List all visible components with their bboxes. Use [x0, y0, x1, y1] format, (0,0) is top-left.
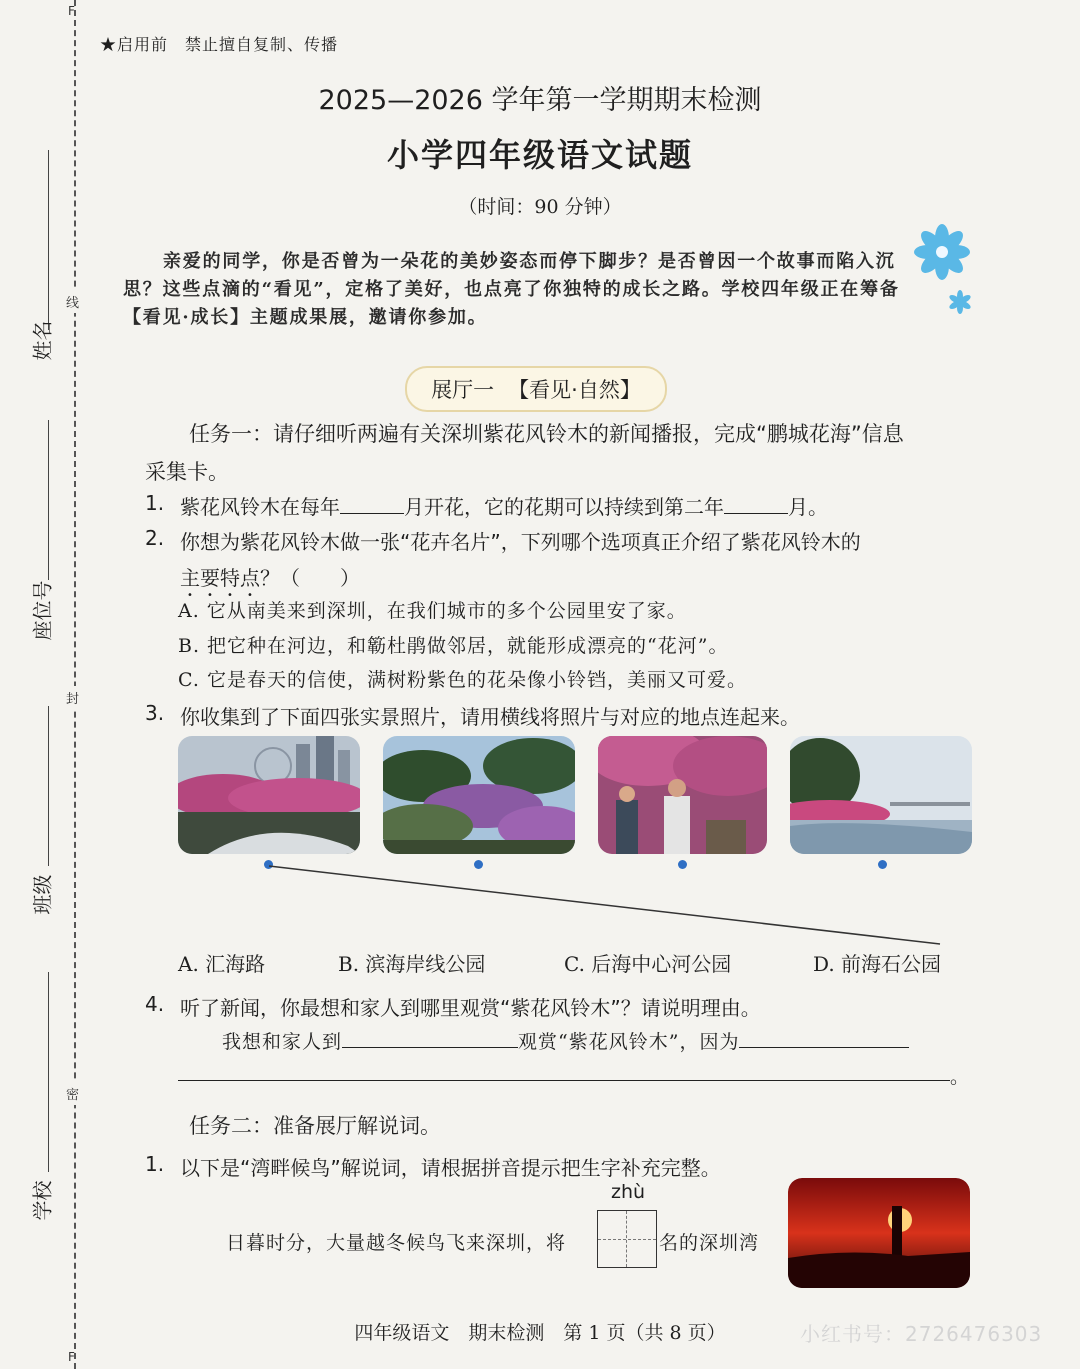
- school-label: 学校: [30, 1180, 55, 1221]
- q4-fill-text-b: 观赏“紫花风铃木”，因为: [518, 1031, 740, 1053]
- q4-fill-line: [222, 1027, 909, 1054]
- place-option-a[interactable]: A. 汇海路: [178, 952, 266, 976]
- hall-theme: 【看见·自然】: [508, 378, 641, 402]
- binding-f-mark-top: F: [68, 4, 75, 18]
- box-horizontal-guide: [598, 1239, 656, 1240]
- intro-paragraph: 亲爱的同学，你是否曾为一朵花的美妙姿态而停下脚步？是否曾因一个故事而陷入沉思？这些点滴的“看见”，定格了美好，也点亮了你独特的成长之路。学校四年级正在筹备【看见·成长】主题成果展，邀请你参加。: [123, 251, 900, 328]
- binding-f-mark-bottom: F: [68, 1350, 75, 1364]
- q2-number: 2.: [145, 526, 165, 550]
- watermark: 小红书号：2726476303: [800, 1322, 1043, 1346]
- task1-title-line1: 任务一：请仔细听两遍有关深圳紫花风铃木的新闻播报，完成“鹏城花海”信息: [189, 422, 904, 446]
- place-option-b[interactable]: B. 滨海岸线公园: [338, 952, 486, 976]
- task2-line-a: 日暮时分，大量越冬候鸟飞来深圳，将: [226, 1232, 567, 1254]
- place-option-d[interactable]: D. 前海石公园: [813, 952, 942, 976]
- place-option-c[interactable]: C. 后海中心河公园: [564, 952, 732, 976]
- q4-blank-reason[interactable]: [739, 1027, 909, 1048]
- q4-number: 4.: [145, 992, 165, 1016]
- exam-title: 2025—2026 学年第一学期期末检测: [318, 85, 762, 116]
- task2-title: 任务二：准备展厅解说词。: [189, 1114, 441, 1138]
- q3-number: 3.: [145, 701, 165, 725]
- task2-line-b: 名的深圳湾: [659, 1232, 760, 1254]
- binding-word-line: 线: [66, 290, 79, 313]
- q1-text-b: 月开花，它的花期可以持续到第二年: [404, 495, 724, 519]
- pinyin-hint: zhù: [611, 1181, 646, 1203]
- task2-q1-number: 1.: [145, 1152, 165, 1176]
- q3-text: 你收集到了下面四张实景照片，请用横线将照片与对应的地点连起来。: [180, 705, 800, 729]
- q1-text-a: 紫花风铃木在每年: [180, 495, 340, 519]
- q2-answer-bracket[interactable]: ？（ ）: [260, 566, 360, 590]
- binding-word-seal: 封: [66, 686, 79, 709]
- page-footer: 四年级语文 期末检测 第 1 页（共 8 页）: [354, 1322, 726, 1344]
- q1-number: 1.: [145, 491, 165, 515]
- confidential-notice: ★启用前 禁止擅自复制、传播: [100, 35, 339, 54]
- task1-title-line2: 采集卡。: [145, 460, 229, 484]
- q4-fill-text-a: 我想和家人到: [222, 1031, 343, 1053]
- seat-label: 座位号: [30, 580, 55, 641]
- q4-answer-line[interactable]: [178, 1080, 950, 1081]
- q2-option-a[interactable]: A. 它从南美来到深圳，在我们城市的多个公园里安了家。: [178, 600, 687, 622]
- q4-text: 听了新闻，你最想和家人到哪里观赏“紫花风铃木”？请说明理由。: [180, 996, 761, 1020]
- q1-text-c: 月。: [788, 495, 828, 519]
- q4-blank-place[interactable]: [342, 1027, 518, 1048]
- q2-option-c[interactable]: C. 它是春天的信使，满树粉紫色的花朵像小铃铛，美丽又可爱。: [178, 669, 747, 691]
- class-label: 班级: [30, 874, 55, 915]
- q2-key-phrase: 主要特点: [180, 566, 260, 590]
- q2-text-line1: 你想为紫花风铃木做一张“花卉名片”，下列哪个选项真正介绍了紫花风铃木的: [180, 530, 861, 554]
- q4-end-mark: 。: [950, 1066, 971, 1088]
- exam-time: （时间：90 分钟）: [458, 196, 622, 218]
- binding-word-secret: 密: [66, 1082, 79, 1105]
- exam-subtitle: 小学四年级语文试题: [386, 136, 693, 174]
- q2-option-b[interactable]: B. 把它种在河边，和簕杜鹃做邻居，就能形成漂亮的“花河”。: [178, 635, 729, 657]
- character-writing-box[interactable]: [597, 1210, 657, 1268]
- name-label: 姓名: [30, 320, 55, 361]
- hall-label: 展厅一: [431, 378, 495, 402]
- task2-q1-text: 以下是“湾畔候鸟”解说词，请根据拼音提示把生字补充完整。: [180, 1156, 721, 1180]
- photo-sunset-bay: [788, 1178, 970, 1288]
